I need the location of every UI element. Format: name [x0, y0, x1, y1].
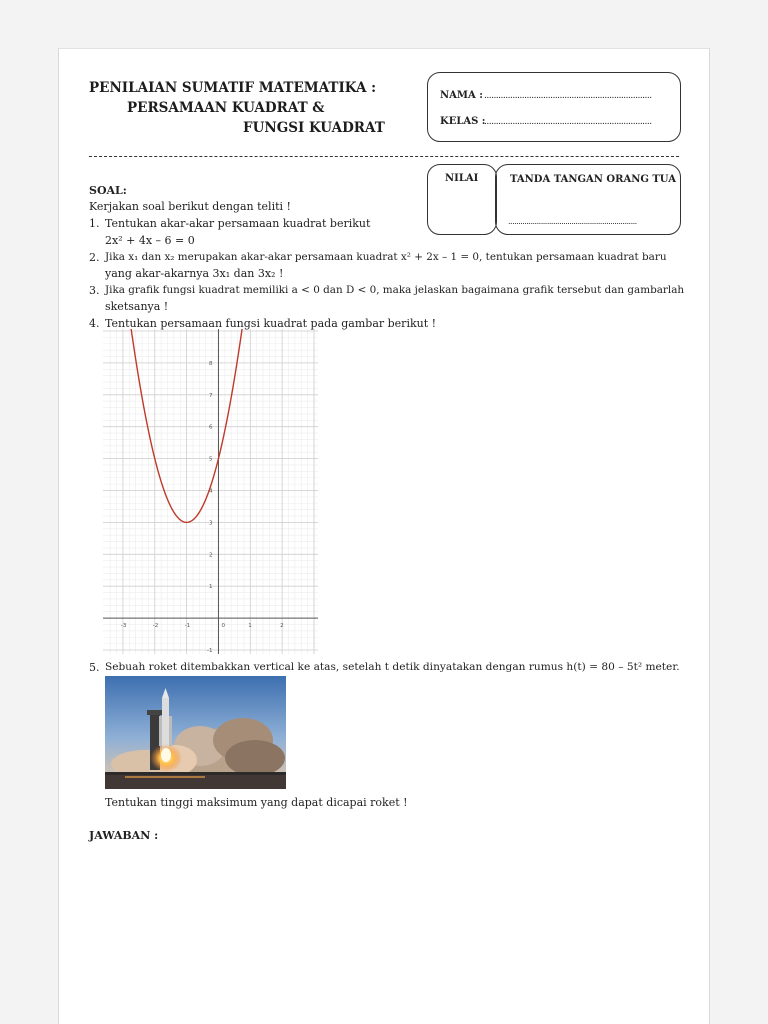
q3-number: 3. — [89, 284, 100, 297]
x-tick-label: 1 — [248, 623, 252, 630]
x-tick-label: -2 — [152, 623, 159, 630]
x-tick-label: 0 — [221, 623, 225, 630]
y-tick-label: 7 — [208, 392, 213, 399]
soal-heading: SOAL: — [89, 184, 127, 197]
q2-line-2: yang akar-akarnya 3x₁ dan 3x₂ ! — [105, 267, 284, 280]
q5-text: Sebuah roket ditembakkan vertical ke atas, setelah t detik dinyatakan dengan rumus h(t) = 80 – 5t² meter. — [105, 661, 680, 673]
x-tick-label: -3 — [120, 623, 127, 630]
y-tick-label: 1 — [208, 584, 213, 591]
q1-text: Tentukan akar-akar persamaan kuadrat berikut — [105, 217, 371, 230]
q2-number: 2. — [89, 251, 100, 264]
y-tick-label: -1 — [206, 648, 213, 654]
title-line-1: PENILAIAN SUMATIF MATEMATIKA : — [89, 80, 377, 96]
jawaban-heading: JAWABAN : — [89, 829, 159, 842]
q4-number: 4. — [89, 317, 100, 330]
q1-number: 1. — [89, 217, 100, 230]
rocket-launch-image — [105, 676, 286, 789]
signature-field[interactable]: ............................................................... — [508, 217, 637, 226]
parabola-graph — [103, 329, 318, 654]
nilai-label: NILAI — [445, 173, 479, 184]
kelas-field[interactable]: ....................................................................... — [484, 117, 652, 127]
y-tick-label: 8 — [208, 360, 213, 367]
y-tick-label: 3 — [208, 520, 213, 527]
signature-box — [495, 164, 681, 235]
q5-followup: Tentukan tinggi maksimum yang dapat dicapai roket ! — [105, 796, 408, 809]
title-line-2: PERSAMAAN KUADRAT & — [127, 100, 325, 116]
y-tick-label: 4 — [208, 488, 213, 495]
x-tick-label: -1 — [184, 623, 191, 630]
identity-box — [427, 72, 681, 142]
q3-line-1: Jika grafik fungsi kuadrat memiliki a < 0 dan D < 0, maka jelaskan bagaimana grafik tersebut dan gambarlah — [105, 284, 685, 296]
q4-text: Tentukan persamaan fungsi kuadrat pada gambar berikut ! — [105, 317, 437, 330]
kelas-label: KELAS : — [440, 116, 486, 127]
title-line-3: FUNGSI KUADRAT — [243, 120, 385, 136]
q5-number: 5. — [89, 661, 100, 674]
q1-equation: 2x² + 4x – 6 = 0 — [105, 234, 195, 247]
soal-instruction: Kerjakan soal berikut dengan teliti ! — [89, 200, 291, 213]
y-tick-label: 2 — [208, 552, 213, 559]
y-tick-label: 5 — [208, 456, 213, 463]
nama-field[interactable]: ....................................................................... — [484, 91, 652, 101]
q2-line-1: Jika x₁ dan x₂ merupakan akar-akar persamaan kuadrat x² + 2x – 1 = 0, tentukan persamaan kuadrat baru — [105, 251, 667, 263]
nilai-box — [427, 164, 497, 235]
separator-line — [89, 156, 679, 157]
worksheet-page — [58, 48, 710, 1024]
x-tick-label: 2 — [280, 623, 284, 630]
nama-label: NAMA : — [440, 90, 483, 101]
signature-label: TANDA TANGAN ORANG TUA — [510, 174, 676, 185]
y-tick-label: 6 — [208, 424, 213, 431]
q3-line-2: sketsanya ! — [105, 300, 169, 313]
